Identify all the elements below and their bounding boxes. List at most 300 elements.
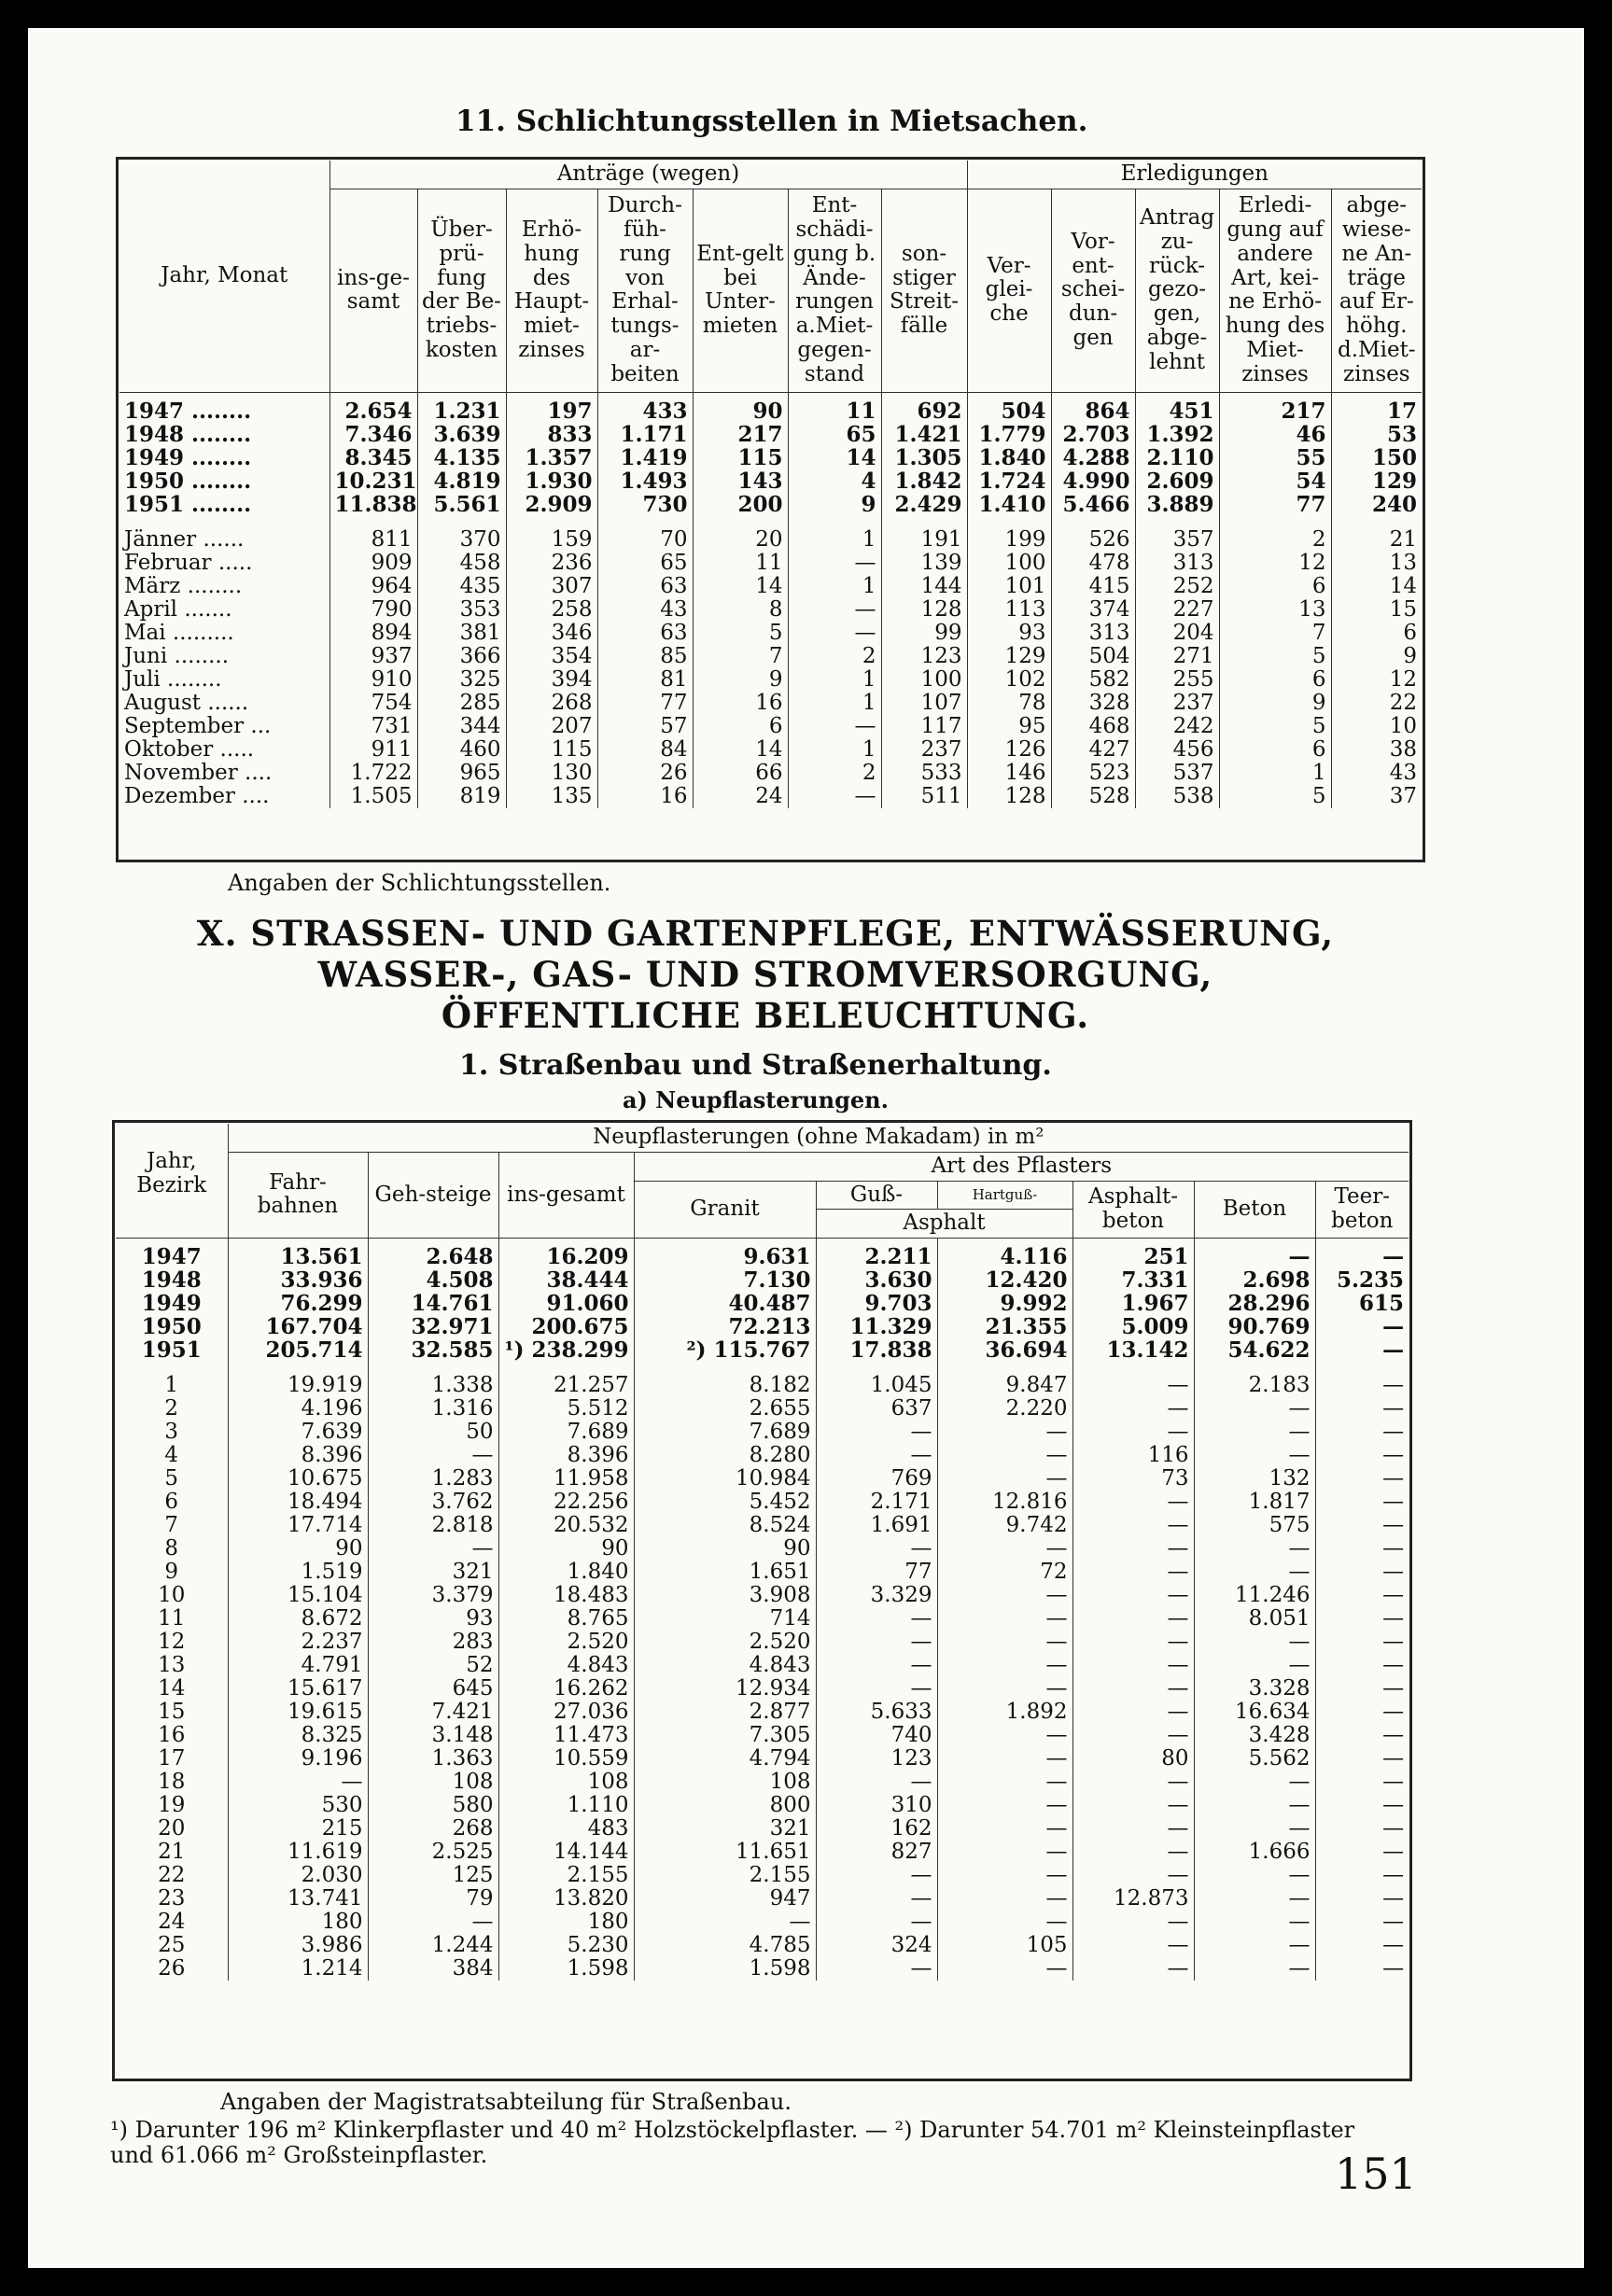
table-cell: —: [937, 1957, 1072, 1981]
col-entgelt: Ent-gelt bei Unter-mieten: [693, 189, 788, 392]
table-cell: —: [1315, 1817, 1409, 1841]
col-entschaedigung: Ent-schädi-gung b. Ände-rungen a.Miet-gegen-stand: [788, 189, 881, 392]
table-cell: 8.051: [1194, 1607, 1315, 1631]
table-cell: 129: [967, 645, 1051, 668]
table-cell: 366: [417, 645, 506, 668]
table-cell: 40.487: [634, 1292, 816, 1315]
table-cell: 937: [329, 645, 417, 668]
table-row: [116, 1397, 1409, 1421]
table-cell: 77: [1219, 493, 1331, 516]
table-cell: 8: [693, 598, 788, 622]
table-cell: 1.305: [881, 446, 967, 469]
row-label: 1948 ........: [124, 422, 252, 446]
table-cell: —: [937, 1911, 1072, 1934]
row-label: 2: [164, 1397, 179, 1421]
table-cell: 3.986: [228, 1934, 368, 1957]
table-cell: 2.877: [634, 1701, 816, 1724]
table-cell: 11.619: [228, 1841, 368, 1864]
table-cell: 8.524: [634, 1514, 816, 1537]
table-cell: 353: [417, 598, 506, 622]
table-row: [119, 762, 1422, 785]
table-cell: —: [937, 1467, 1072, 1491]
table-cell: 22.256: [498, 1491, 634, 1514]
row-label: Oktober .....: [124, 737, 255, 762]
group-art-des-pflasters: Art des Pflasters: [634, 1152, 1409, 1181]
table-cell: 11.958: [498, 1467, 634, 1491]
table-cell: 16: [597, 785, 693, 808]
table-cell: 129: [1331, 469, 1422, 493]
table-cell: —: [368, 1444, 498, 1467]
table-cell: 1.110: [498, 1794, 634, 1817]
table-cell: 1.598: [634, 1957, 816, 1981]
table-cell: 5: [693, 622, 788, 645]
table-cell: 123: [881, 645, 967, 668]
table-cell: 13.820: [498, 1887, 634, 1911]
table-cell: 37: [1331, 785, 1422, 808]
table-cell: 5.230: [498, 1934, 634, 1957]
table-cell: 1.840: [498, 1561, 634, 1584]
row-label: 1947 ........: [124, 398, 252, 423]
table-cell: —: [1072, 1771, 1194, 1794]
table-cell: 1.892: [937, 1701, 1072, 1724]
table-row: [116, 1338, 1409, 1362]
table-cell: 528: [1051, 785, 1135, 808]
row-label: November ....: [124, 761, 273, 785]
table-cell: —: [937, 1631, 1072, 1654]
table-cell: 36.694: [937, 1338, 1072, 1362]
table-cell: 1.666: [1194, 1841, 1315, 1864]
row-label: 18: [158, 1771, 186, 1794]
table-cell: 3.379: [368, 1584, 498, 1607]
table-cell: —: [1315, 1654, 1409, 1677]
table-cell: —: [1315, 1794, 1409, 1817]
table-cell: —: [1072, 1561, 1194, 1584]
table-row: [119, 738, 1422, 762]
table-cell: 864: [1051, 392, 1135, 423]
table-cell: 2.609: [1135, 469, 1219, 493]
row-label: Dezember ....: [124, 784, 270, 808]
table-cell: 14: [693, 575, 788, 598]
table-cell: 321: [634, 1817, 816, 1841]
table-cell: —: [1194, 1444, 1315, 1467]
table-cell: 6: [1219, 575, 1331, 598]
table-cell: 9: [1219, 692, 1331, 715]
table-cell: —: [1072, 1794, 1194, 1817]
table-cell: 65: [788, 423, 881, 446]
table-row: [116, 1957, 1409, 1981]
table-cell: 7: [693, 645, 788, 668]
row-label: 14: [158, 1677, 186, 1701]
table-cell: 242: [1135, 715, 1219, 738]
table-cell: 1.817: [1194, 1491, 1315, 1514]
table-cell: 344: [417, 715, 506, 738]
table-cell: 5.512: [498, 1397, 634, 1421]
row-label: 25: [158, 1934, 186, 1957]
table-cell: 14: [788, 446, 881, 469]
table-cell: 328: [1051, 692, 1135, 715]
table-cell: 128: [881, 598, 967, 622]
table-cell: 538: [1135, 785, 1219, 808]
table-cell: 11.473: [498, 1724, 634, 1747]
table-cell: —: [1194, 1934, 1315, 1957]
table-cell: 13: [1331, 552, 1422, 575]
table-row: [119, 446, 1422, 469]
row-label: September ...: [124, 714, 272, 738]
table-row: [116, 1315, 1409, 1338]
table-cell: 5: [1219, 645, 1331, 668]
table-cell: 4.135: [417, 446, 506, 469]
table-cell: 125: [368, 1864, 498, 1887]
row-label: 12: [158, 1631, 186, 1654]
table-cell: 130: [506, 762, 597, 785]
table-cell: —: [1072, 1607, 1194, 1631]
table-cell: 207: [506, 715, 597, 738]
table-cell: —: [1315, 1887, 1409, 1911]
table-cell: —: [1194, 1561, 1315, 1584]
table-cell: 204: [1135, 622, 1219, 645]
table-cell: 3.148: [368, 1724, 498, 1747]
table-cell: —: [788, 598, 881, 622]
table-cell: 1.651: [634, 1561, 816, 1584]
table-cell: —: [228, 1771, 368, 1794]
table-cell: 12.934: [634, 1677, 816, 1701]
row-label: 20: [158, 1817, 186, 1841]
table-cell: 6: [1331, 622, 1422, 645]
table-cell: 1.244: [368, 1934, 498, 1957]
table-cell: 5.561: [417, 493, 506, 516]
table-cell: 325: [417, 668, 506, 692]
col-vergleiche: Ver-glei-che: [967, 189, 1051, 392]
table-cell: 321: [368, 1561, 498, 1584]
table-cell: 227: [1135, 598, 1219, 622]
table-cell: 458: [417, 552, 506, 575]
table-cell: 79: [368, 1887, 498, 1911]
table-cell: 8.765: [498, 1607, 634, 1631]
table-row: [116, 1268, 1409, 1292]
table-cell: 1.779: [967, 423, 1051, 446]
table-cell: 135: [506, 785, 597, 808]
table-cell: 150: [1331, 446, 1422, 469]
table-cell: —: [1194, 1631, 1315, 1654]
chapter-heading-line3: ÖFFENTLICHE BELEUCHTUNG.: [441, 995, 1090, 1036]
table-cell: 14.144: [498, 1841, 634, 1864]
table-cell: 384: [368, 1957, 498, 1981]
table-row: [116, 1561, 1409, 1584]
table-cell: 9.847: [937, 1362, 1072, 1397]
table-cell: —: [1315, 1421, 1409, 1444]
table-cell: 7: [1219, 622, 1331, 645]
table-cell: 6: [1219, 738, 1331, 762]
row-label: 1950 ........: [124, 469, 252, 493]
table-cell: —: [937, 1817, 1072, 1841]
table-cell: —: [1194, 1957, 1315, 1981]
table-cell: 460: [417, 738, 506, 762]
table-cell: 258: [506, 598, 597, 622]
table-cell: 28.296: [1194, 1292, 1315, 1315]
table-cell: 217: [693, 423, 788, 446]
table-cell: 1.171: [597, 423, 693, 446]
table-cell: 251: [1072, 1239, 1194, 1269]
table-cell: 63: [597, 575, 693, 598]
table-cell: 10: [1331, 715, 1422, 738]
table-cell: 24: [693, 785, 788, 808]
table-cell: 139: [881, 552, 967, 575]
table-cell: 50: [368, 1421, 498, 1444]
table-cell: —: [1315, 1315, 1409, 1338]
table-11-source: Angaben der Schlichtungsstellen.: [228, 870, 611, 896]
table-cell: 18.494: [228, 1491, 368, 1514]
table-cell: 1.283: [368, 1467, 498, 1491]
table-cell: —: [937, 1444, 1072, 1467]
table-cell: —: [1194, 1911, 1315, 1934]
table-row: [116, 1654, 1409, 1677]
table-cell: —: [788, 552, 881, 575]
table-cell: 1.316: [368, 1397, 498, 1421]
table-cell: 3.639: [417, 423, 506, 446]
table-cell: —: [816, 1771, 937, 1794]
table-cell: 123: [816, 1747, 937, 1771]
table-cell: 4.843: [498, 1654, 634, 1677]
table-cell: 191: [881, 516, 967, 552]
table-cell: —: [1315, 1771, 1409, 1794]
table-cell: —: [1194, 1654, 1315, 1677]
table-cell: 1: [1219, 762, 1331, 785]
table-cell: 90: [498, 1537, 634, 1561]
col-andere-art: Erledi-gung auf andere Art, kei-ne Erhö-hung des Miet-zinses: [1219, 189, 1331, 392]
table-cell: 2.110: [1135, 446, 1219, 469]
table-cell: 20: [693, 516, 788, 552]
table-cell: 5: [1219, 785, 1331, 808]
table-cell: —: [816, 1444, 937, 1467]
table-cell: 1: [788, 516, 881, 552]
footnote-2: und 61.066 m² Großsteinpflaster.: [110, 2142, 488, 2168]
group-neupflasterungen: Neupflasterungen (ohne Makadam) in m²: [228, 1124, 1409, 1152]
row-label: 1947: [141, 1244, 202, 1268]
table-cell: 15.104: [228, 1584, 368, 1607]
table-cell: 27.036: [498, 1701, 634, 1724]
col-insgesamt: ins-ge-samt: [329, 189, 417, 392]
table-1: [116, 1124, 1409, 1981]
row-label: 1950: [141, 1315, 202, 1338]
table-cell: 12.816: [937, 1491, 1072, 1514]
table-cell: 78: [967, 692, 1051, 715]
table-cell: 357: [1135, 516, 1219, 552]
row-label: Jänner ......: [124, 526, 245, 552]
table-cell: —: [816, 1911, 937, 1934]
row-label: April .......: [124, 597, 232, 622]
table-cell: 1.598: [498, 1957, 634, 1981]
table-cell: 1.842: [881, 469, 967, 493]
table-cell: 833: [506, 423, 597, 446]
table-cell: 6: [1219, 668, 1331, 692]
table-cell: 523: [1051, 762, 1135, 785]
table-cell: 2.030: [228, 1864, 368, 1887]
table-cell: 11: [788, 392, 881, 423]
table-cell: 9.631: [634, 1239, 816, 1269]
row-label: 5: [164, 1467, 179, 1491]
table-cell: 714: [634, 1607, 816, 1631]
table-cell: 324: [816, 1934, 937, 1957]
table-cell: —: [937, 1864, 1072, 1887]
row-label: 6: [164, 1491, 179, 1514]
table-cell: 4.990: [1051, 469, 1135, 493]
table-cell: 1.419: [597, 446, 693, 469]
table-cell: 10.559: [498, 1747, 634, 1771]
table-cell: 1: [788, 575, 881, 598]
row-label: 1949: [141, 1292, 202, 1315]
table-cell: 5.562: [1194, 1747, 1315, 1771]
table-cell: —: [1315, 1724, 1409, 1747]
table-cell: 910: [329, 668, 417, 692]
table-cell: 3.762: [368, 1491, 498, 1514]
table-cell: —: [1194, 1817, 1315, 1841]
table-cell: 9: [1331, 645, 1422, 668]
table-cell: 10.231: [329, 469, 417, 493]
table-cell: —: [1315, 1864, 1409, 1887]
table-row: [116, 1701, 1409, 1724]
table-cell: 2.155: [498, 1864, 634, 1887]
table-cell: 7.689: [634, 1421, 816, 1444]
chapter-heading-line2: WASSER-, GAS- UND STROMVERSORGUNG,: [317, 954, 1213, 995]
table-cell: 10.984: [634, 1467, 816, 1491]
table-cell: 26: [597, 762, 693, 785]
col-granit: Granit: [634, 1181, 816, 1239]
col-vorentscheidungen: Vor-ent-schei-dun-gen: [1051, 189, 1135, 392]
table-cell: 3.630: [816, 1268, 937, 1292]
table-row: [119, 423, 1422, 446]
table-cell: 2.648: [368, 1239, 498, 1269]
table-cell: 456: [1135, 738, 1219, 762]
table-cell: 65: [597, 552, 693, 575]
table-cell: —: [368, 1911, 498, 1934]
table-cell: 1.363: [368, 1747, 498, 1771]
table-cell: —: [1315, 1338, 1409, 1362]
table-cell: —: [1194, 1887, 1315, 1911]
table-cell: —: [937, 1724, 1072, 1747]
table-cell: —: [937, 1537, 1072, 1561]
row-label: 1949 ........: [124, 445, 252, 469]
row-label: 19: [158, 1794, 186, 1817]
table-cell: —: [1072, 1724, 1194, 1747]
table-cell: 90.769: [1194, 1315, 1315, 1338]
table-cell: 1.045: [816, 1362, 937, 1397]
table-cell: 7.421: [368, 1701, 498, 1724]
table-cell: 2.183: [1194, 1362, 1315, 1397]
table-row: [119, 785, 1422, 808]
table-cell: 8.396: [228, 1444, 368, 1467]
table-cell: 310: [816, 1794, 937, 1817]
table-cell: 307: [506, 575, 597, 598]
table-cell: 72: [937, 1561, 1072, 1584]
table-cell: 12.420: [937, 1268, 1072, 1292]
table-cell: 7.689: [498, 1421, 634, 1444]
table-cell: 38: [1331, 738, 1422, 762]
table-cell: 381: [417, 622, 506, 645]
table-cell: 180: [228, 1911, 368, 1934]
table-cell: 159: [506, 516, 597, 552]
table-cell: 180: [498, 1911, 634, 1934]
table-cell: 11.838: [329, 493, 417, 516]
table-cell: 8.396: [498, 1444, 634, 1467]
table-cell: 1: [788, 692, 881, 715]
table-cell: 271: [1135, 645, 1219, 668]
table-cell: 237: [881, 738, 967, 762]
row-label: 4: [164, 1444, 179, 1467]
table-row: [116, 1841, 1409, 1864]
table-cell: 504: [1051, 645, 1135, 668]
table-cell: 800: [634, 1794, 816, 1817]
table-row: [119, 692, 1422, 715]
table-cell: 451: [1135, 392, 1219, 423]
table-cell: 113: [967, 598, 1051, 622]
table-cell: 19.919: [228, 1362, 368, 1397]
table-cell: 504: [967, 392, 1051, 423]
table-cell: 101: [967, 575, 1051, 598]
table-cell: —: [1072, 1421, 1194, 1444]
table-cell: —: [1072, 1491, 1194, 1514]
table-cell: 615: [1315, 1292, 1409, 1315]
table-cell: —: [1072, 1701, 1194, 1724]
table-cell: —: [1315, 1911, 1409, 1934]
document-page: [28, 28, 1584, 2268]
table-cell: 81: [597, 668, 693, 692]
col-asphaltbeton: Asphalt-beton: [1072, 1181, 1194, 1239]
table-cell: 14: [1331, 575, 1422, 598]
table-cell: 217: [1219, 392, 1331, 423]
row-label: 26: [158, 1957, 186, 1981]
table-cell: —: [937, 1841, 1072, 1864]
table-cell: 99: [881, 622, 967, 645]
table-cell: 894: [329, 622, 417, 645]
table-cell: 84: [597, 738, 693, 762]
table-cell: 199: [967, 516, 1051, 552]
table-cell: ²) 115.767: [634, 1338, 816, 1362]
table-cell: —: [816, 1631, 937, 1654]
table-cell: 6: [693, 715, 788, 738]
table-cell: 4.819: [417, 469, 506, 493]
table-cell: 268: [506, 692, 597, 715]
table-cell: 8.345: [329, 446, 417, 469]
table-cell: 468: [1051, 715, 1135, 738]
table-cell: —: [937, 1584, 1072, 1607]
group-antraege: Anträge (wegen): [329, 161, 967, 189]
table-row: [116, 1817, 1409, 1841]
row-label: 10: [158, 1584, 186, 1607]
table-cell: 200: [693, 493, 788, 516]
row-label: 16: [158, 1724, 186, 1747]
table-cell: 4.116: [937, 1239, 1072, 1269]
table-cell: —: [1315, 1467, 1409, 1491]
table-row: [116, 1467, 1409, 1491]
table-cell: 240: [1331, 493, 1422, 516]
table-cell: 692: [881, 392, 967, 423]
table-cell: 740: [816, 1724, 937, 1747]
table-cell: —: [1072, 1584, 1194, 1607]
table-cell: 16.209: [498, 1239, 634, 1269]
col-insgesamt: ins-gesamt: [498, 1152, 634, 1238]
row-label: August ......: [124, 691, 249, 715]
table-cell: 54: [1219, 469, 1331, 493]
table-cell: —: [816, 1887, 937, 1911]
table-row: [116, 1747, 1409, 1771]
table-cell: —: [1072, 1654, 1194, 1677]
table-cell: 162: [816, 1817, 937, 1841]
table-cell: 21.257: [498, 1362, 634, 1397]
table-cell: 52: [368, 1654, 498, 1677]
table-cell: 790: [329, 598, 417, 622]
table-cell: 965: [417, 762, 506, 785]
table-cell: 115: [693, 446, 788, 469]
